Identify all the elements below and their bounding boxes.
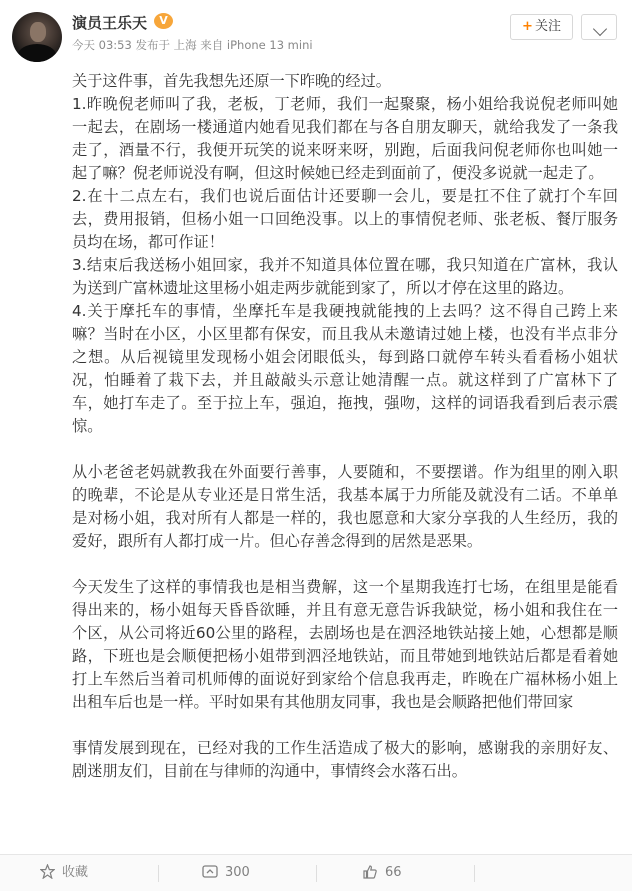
avatar-face bbox=[30, 22, 46, 42]
paragraph-gap bbox=[72, 553, 618, 576]
post-paragraph: 3.结束后我送杨小姐回家，我并不知道具体位置在哪，我只知道在广富林，我认为送到广富林遗址这里杨小姐走两步就能到家了，所以才停在这里的路边。 bbox=[72, 256, 618, 297]
post-paragraph: 今天发生了这样的事情我也是相当费解，这一个星期我连打七场，在组里是能看得出来的，杨小姐每天昏昏欲睡，并且有意无意告诉我缺觉，杨小姐和我住在一个区，从公司将近60公里的路程，去剧场也是在泗泾地铁站接上她，心想都是顺路，下班也是会顺便把杨小姐带到泗泾地铁站，而且带她到地铁站后都是看着她打上车然后当着司机师傅的面说好到家给个信息我再走，昨晚在广福林杨小姐上出租车后也是一样。平时如果有其他朋友同事，我也是会顺路把他们带回家 bbox=[72, 578, 618, 711]
more-options-button[interactable] bbox=[581, 14, 617, 40]
post-paragraph: 4.关于摩托车的事情，坐摩托车是我硬拽就能拽的上去吗？这不得自己跨上来嘛？当时在小区，小区里都有保安，而且我从未邀请过她上楼，也没有半点非分之想。从后视镜里发现杨小姐会闭眼低头，每到路口就停车转头看看杨小姐状况，怕睡着了栽下去，并且敲敲头示意让她清醒一点。就这样到了广富林下了车，她打车走了。至于拉上车，强迫，拖拽，强吻，这样的词语我看到后表示震惊。 bbox=[72, 302, 618, 435]
post-paragraph: 事情发展到现在，已经对我的工作生活造成了极大的影响，感谢我的亲朋好友、剧迷朋友们，目前在与律师的沟通中，事情终会水落石出。 bbox=[72, 739, 618, 780]
post-header bbox=[0, 0, 632, 62]
divider bbox=[316, 865, 317, 882]
divider bbox=[474, 865, 475, 882]
paragraph-gap bbox=[72, 714, 618, 737]
follow-button[interactable] bbox=[510, 14, 573, 40]
post-paragraph: 从小老爸老妈就教我在外面要行善事，人要随和，不要摆谱。作为组里的刚入职的晚辈，不论是从专业还是日常生活，我基本属于力所能及就没有二话。不单单是对杨小姐，我对所有人都是一样的，我也愿意和大家分享我的人生经历，我的爱好，跟所有人都打成一片。但心存善念得到的居然是恶果。 bbox=[72, 463, 618, 550]
post-paragraph: 关于这件事，首先我想先还原一下昨晚的经过。 bbox=[72, 72, 391, 90]
plus-icon: + bbox=[522, 19, 533, 34]
divider bbox=[158, 865, 159, 882]
avatar[interactable] bbox=[12, 12, 62, 62]
repost-button[interactable] bbox=[202, 855, 250, 891]
star-icon bbox=[40, 864, 55, 879]
post-paragraph: 1.昨晚倪老师叫了我，老板，丁老师，我们一起聚聚，杨小姐给我说倪老师叫她一起去，在剧场一楼通道内她看见我们都在与各自朋友聊天，就给我发了一条我走了，酒量不行，我便开玩笑的说来呀来呀，别跑，后面我问倪老师你也叫她一起了嘛？倪老师说没有啊，但这时候她已经走到面前了，便没多说就一起走了。 bbox=[72, 95, 618, 182]
like-count: 66 bbox=[385, 865, 402, 880]
paragraph-gap bbox=[72, 438, 618, 461]
follow-label: 关注 bbox=[534, 19, 561, 34]
avatar-shoulder bbox=[18, 44, 56, 62]
action-bar bbox=[0, 854, 632, 891]
like-button[interactable] bbox=[362, 855, 402, 891]
repost-count: 300 bbox=[225, 865, 250, 880]
vip-badge-icon: V bbox=[154, 13, 173, 29]
favorite-button[interactable] bbox=[40, 855, 88, 891]
post-content bbox=[72, 70, 618, 783]
repost-icon bbox=[202, 864, 218, 879]
author-name[interactable]: 演员王乐天 bbox=[72, 14, 148, 32]
favorite-label: 收藏 bbox=[62, 865, 89, 880]
post-paragraph: 2.在十二点左右，我们也说后面估计还要聊一会儿，要是扛不住了就打个车回去，费用报销，但杨小姐一口回绝没事。以上的事情倪老师、张老板、餐厅服务员均在场，都可作证！ bbox=[72, 187, 618, 251]
chevron-down-icon bbox=[593, 22, 607, 36]
post-meta: 今天 03:53 发布于 上海 来自 iPhone 13 mini bbox=[72, 38, 313, 52]
thumbs-up-icon bbox=[362, 864, 378, 879]
